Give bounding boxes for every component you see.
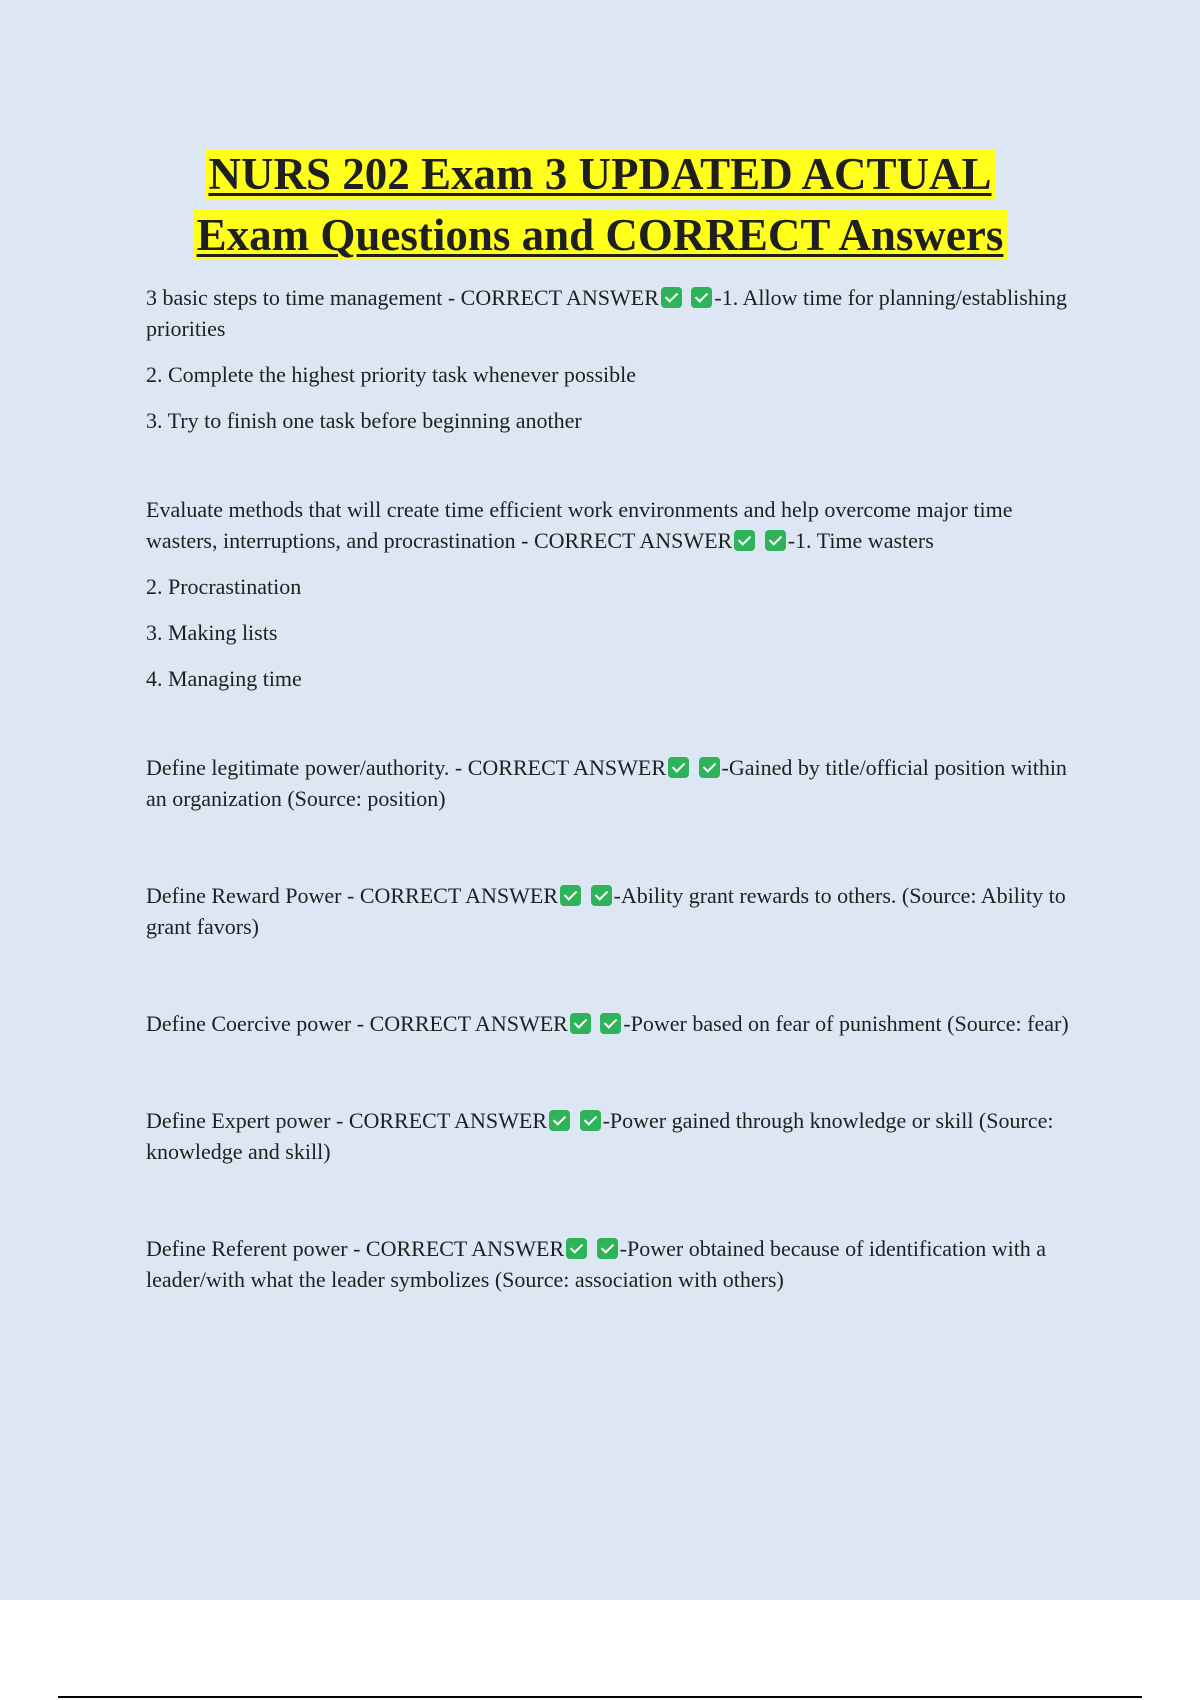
qa-item	[146, 1008, 1086, 1039]
question-text: Define Reward Power -	[146, 883, 360, 908]
qa-item	[146, 282, 1086, 436]
answer-text: -Gained by title/official position within an organization (Source: position)	[146, 755, 1067, 811]
check-mark-icon	[699, 757, 720, 778]
qa-item	[146, 752, 1086, 814]
check-mark-icon	[765, 530, 786, 551]
footer-divider	[58, 1696, 1142, 1698]
title-line-1: NURS 202 Exam 3 UPDATED ACTUAL	[205, 149, 996, 199]
answer-text: -Power based on fear of punishment (Source: fear)	[623, 1011, 1069, 1036]
qa-list	[146, 282, 1086, 1361]
answer-text: -1. Time wasters	[787, 528, 934, 553]
answer-text: -Power gained through knowledge or skill (Source: knowledge and skill)	[146, 1108, 1054, 1164]
title-line-2: Exam Questions and CORRECT Answers	[193, 210, 1008, 260]
correct-answer-label: CORRECT ANSWER	[365, 1236, 565, 1261]
correct-answer-label: CORRECT ANSWER	[533, 528, 733, 553]
answer-text: -Ability grant rewards to others. (Source: Ability to grant favors)	[146, 883, 1066, 939]
correct-answer-label: CORRECT ANSWER	[348, 1108, 548, 1133]
qa-item	[146, 494, 1086, 694]
qa-item	[146, 880, 1086, 942]
check-mark-icon	[691, 287, 712, 308]
check-mark-icon	[600, 1013, 621, 1034]
check-mark-icon	[566, 1238, 587, 1259]
check-mark-icon	[570, 1013, 591, 1034]
correct-answer-label: CORRECT ANSWER	[359, 883, 559, 908]
question-text: Define Referent power -	[146, 1236, 366, 1261]
question-text: 3 basic steps to time management -	[146, 285, 461, 310]
answer-list-item: 4. Managing time	[146, 666, 302, 691]
check-mark-icon	[668, 757, 689, 778]
question-text: Define Coercive power -	[146, 1011, 370, 1036]
question-text: Define legitimate power/authority. -	[146, 755, 468, 780]
check-mark-icon	[560, 885, 581, 906]
check-mark-icon	[580, 1110, 601, 1131]
qa-item	[146, 1105, 1086, 1167]
qa-item	[146, 1233, 1086, 1295]
document-title	[0, 144, 1200, 266]
correct-answer-label: CORRECT ANSWER	[369, 1011, 568, 1036]
check-mark-icon	[661, 287, 682, 308]
correct-answer-label: CORRECT ANSWER	[467, 755, 666, 780]
check-mark-icon	[591, 885, 612, 906]
answer-text: -1. Allow time for planning/establishing priorities	[146, 285, 1067, 341]
answer-list-item: 3. Try to finish one task before beginning another	[146, 408, 582, 433]
check-mark-icon	[597, 1238, 618, 1259]
check-mark-icon	[549, 1110, 570, 1131]
answer-list-item: 2. Procrastination	[146, 574, 302, 599]
question-text: Define Expert power -	[146, 1108, 349, 1133]
question-text: Evaluate methods that will create time efficient work environments and help overcome major time wasters, interruptions, and procrastination -	[146, 497, 1013, 553]
check-mark-icon	[734, 530, 755, 551]
answer-list-item: 3. Making lists	[146, 620, 278, 645]
answer-text: -Power obtained because of identification with a leader/with what the leader symbolizes (Source: association with others)	[146, 1236, 1047, 1292]
answer-list-item: 2. Complete the highest priority task whenever possible	[146, 362, 637, 387]
correct-answer-label: CORRECT ANSWER	[460, 285, 659, 310]
